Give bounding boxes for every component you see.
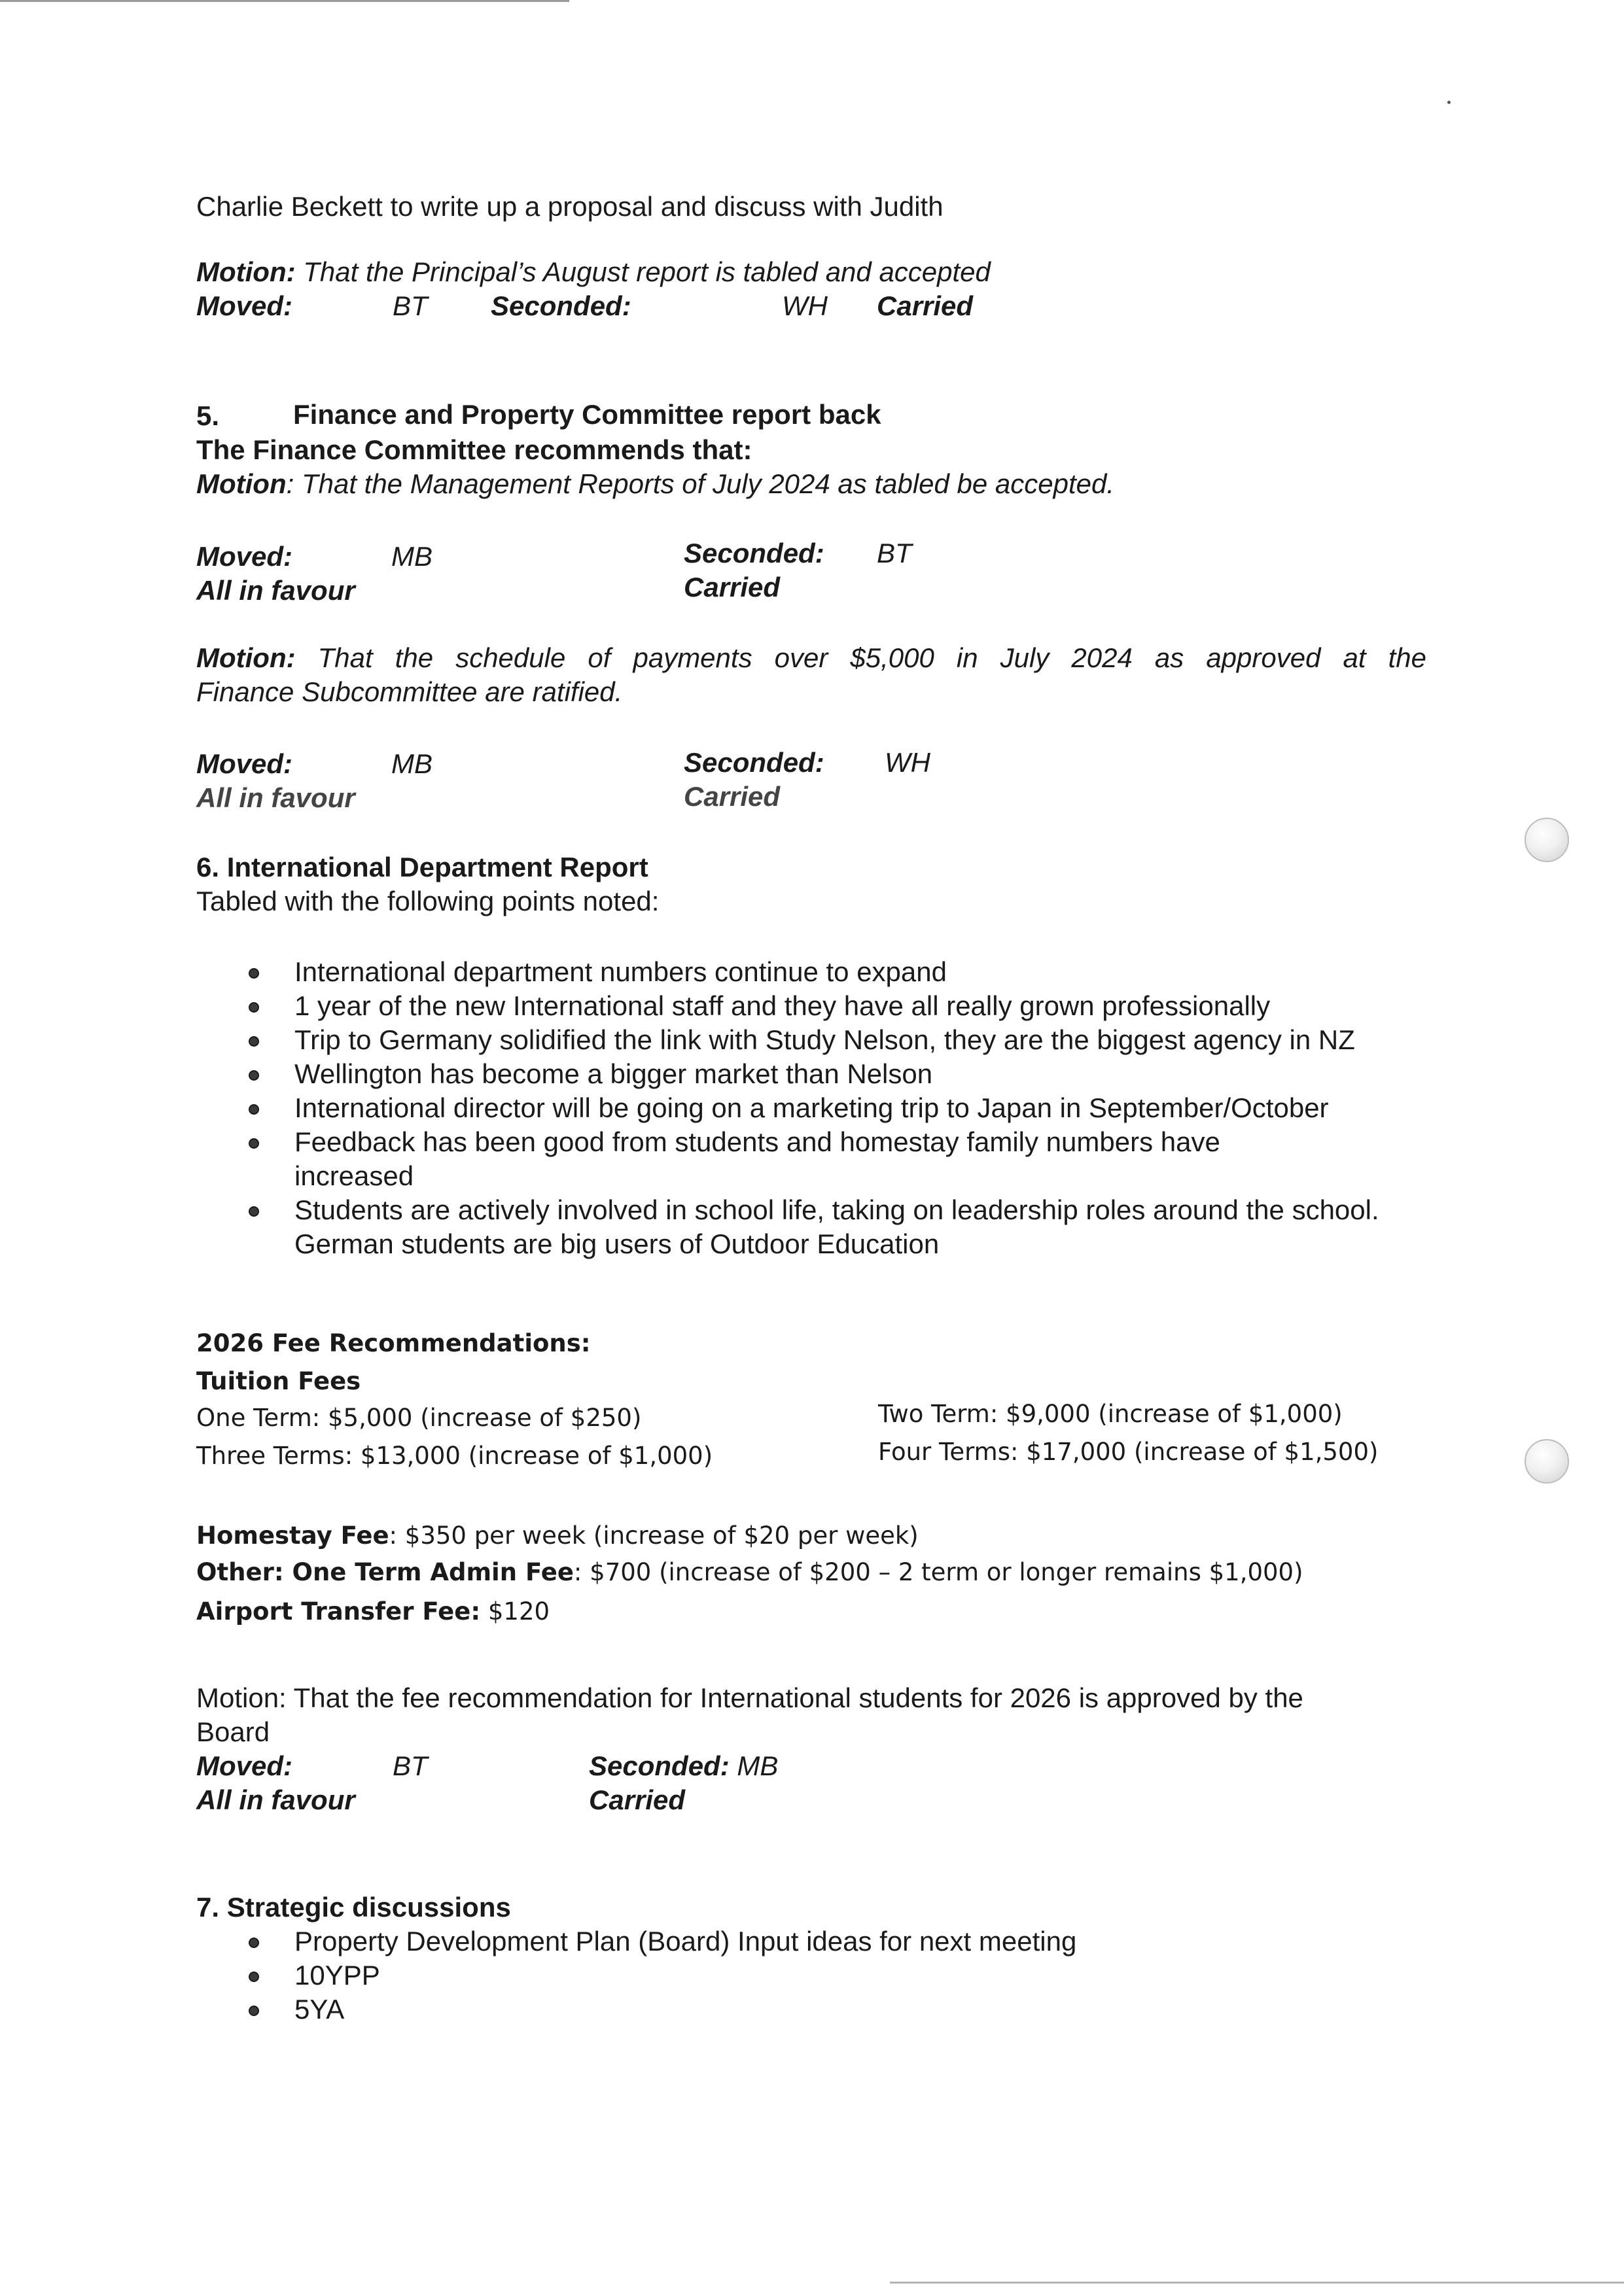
motion1-moved-label: Moved: [196,541,292,572]
section6-intro: Tabled with the following points noted: [196,886,660,916]
scan-speck [1447,101,1451,104]
list-item: Trip to Germany solidified the link with Study Nelson, they are the biggest agency in NZ [196,1023,1459,1057]
punch-hole-lower [1525,1439,1569,1484]
list-item: International department numbers continue to expand [196,955,1459,989]
principal-result: Carried [877,290,974,321]
list-item: Property Development Plan (Board) Input ideas for next meeting [196,1924,1459,1958]
fee-motion-vote: All in favour [196,1784,355,1815]
fee-motion-result: Carried [589,1784,686,1815]
bullet-icon [249,1972,259,1982]
admin-fee: Other: One Term Admin Fee: $700 (increase of $200 – 2 term or longer remains $1,000) [196,1558,1303,1586]
motion1-seconded-by: BT [877,538,912,568]
fee-motion-line1: Motion: That the fee recommendation for International students for 2026 is approved by the [196,1682,1303,1713]
fee-one-term: One Term: $5,000 (increase of $250) [196,1404,642,1432]
motion-text: That the Principal’s August report is tabled and accepted [295,256,991,287]
principal-motion [196,255,991,289]
section6-points [196,955,1459,1261]
section5-motion2-line1: Motion: That the schedule of payments over $5,000 in July 2024 as approved at the [196,642,1426,673]
section7-points [196,1924,1459,2026]
bullet-icon [249,1206,259,1217]
motion2-result: Carried [684,781,781,812]
fee-three-terms: Three Terms: $13,000 (increase of $1,000) [196,1442,713,1470]
fee-motion-line2: Board [196,1716,270,1747]
section5-subtitle: The Finance Committee recommends that: [196,434,752,465]
bullet-icon [249,2006,259,2016]
intro-line: Charlie Beckett to write up a proposal and discuss with Judith [196,191,944,222]
motion-label: Motion: [196,256,296,287]
list-item: 10YPP [196,1958,1459,1992]
scan-edge-top [0,0,569,2]
motion1-result: Carried [684,572,781,602]
section5-title: Finance and Property Committee report back [293,399,881,430]
bullet-icon [249,1036,259,1047]
fee-motion-seconded: Seconded: MB [589,1750,779,1781]
list-item: Feedback has been good from students and homestay family numbers have increased [196,1125,1459,1193]
bullet-icon [249,1138,259,1149]
motion1-seconded-label: Seconded: [684,538,824,568]
motion1-moved-by: MB [391,541,432,572]
bullet-icon [249,968,259,979]
principal-moved-by: BT [393,290,428,321]
motion2-moved-by: MB [391,748,432,779]
bullet-icon [249,1938,259,1948]
section5-motion1: Motion: That the Management Reports of July 2024 as tabled be accepted. [196,468,1115,499]
section5-number: 5. [196,400,220,431]
fee-two-term: Two Term: $9,000 (increase of $1,000) [878,1400,1343,1428]
principal-moved: Moved: [196,290,292,321]
homestay-fee: Homestay Fee: $350 per week (increase of $20 per week) [196,1522,919,1550]
tuition-heading: Tuition Fees [196,1367,361,1395]
list-item: 1 year of the new International staff and they have all really grown professionally [196,989,1459,1023]
bullet-icon [249,1070,259,1081]
list-item: Students are actively involved in school life, taking on leadership roles around the school. German students are big users of Outdoor Education [196,1193,1459,1261]
motion1-vote: All in favour [196,575,355,606]
section5-motion2-line2: Finance Subcommittee are ratified. [196,676,623,707]
principal-seconded-label: Seconded: [491,290,631,321]
motion2-seconded-label: Seconded: [684,747,824,778]
section6-title: 6. International Department Report [196,852,648,882]
section7-title: 7. Strategic discussions [196,1892,511,1922]
bullet-icon [249,1002,259,1013]
motion2-seconded-by: WH [885,747,930,778]
motion2-moved-label: Moved: [196,748,292,779]
bullet-icon [249,1104,259,1115]
list-item: Wellington has become a bigger market than Nelson [196,1057,1459,1091]
fee-motion-moved-label: Moved: [196,1750,292,1781]
scan-edge-bottom [890,2282,1624,2284]
principal-seconded-by: WH [782,290,828,321]
list-item: International director will be going on a marketing trip to Japan in September/October [196,1091,1459,1125]
punch-hole-upper [1525,818,1569,862]
motion2-vote: All in favour [196,782,355,813]
fees-heading: 2026 Fee Recommendations: [196,1329,591,1357]
airport-fee: Airport Transfer Fee: $120 [196,1597,550,1626]
list-item: 5YA [196,1992,1459,2026]
fee-motion-moved-by: BT [393,1750,428,1781]
fee-four-terms: Four Terms: $17,000 (increase of $1,500) [878,1438,1379,1466]
